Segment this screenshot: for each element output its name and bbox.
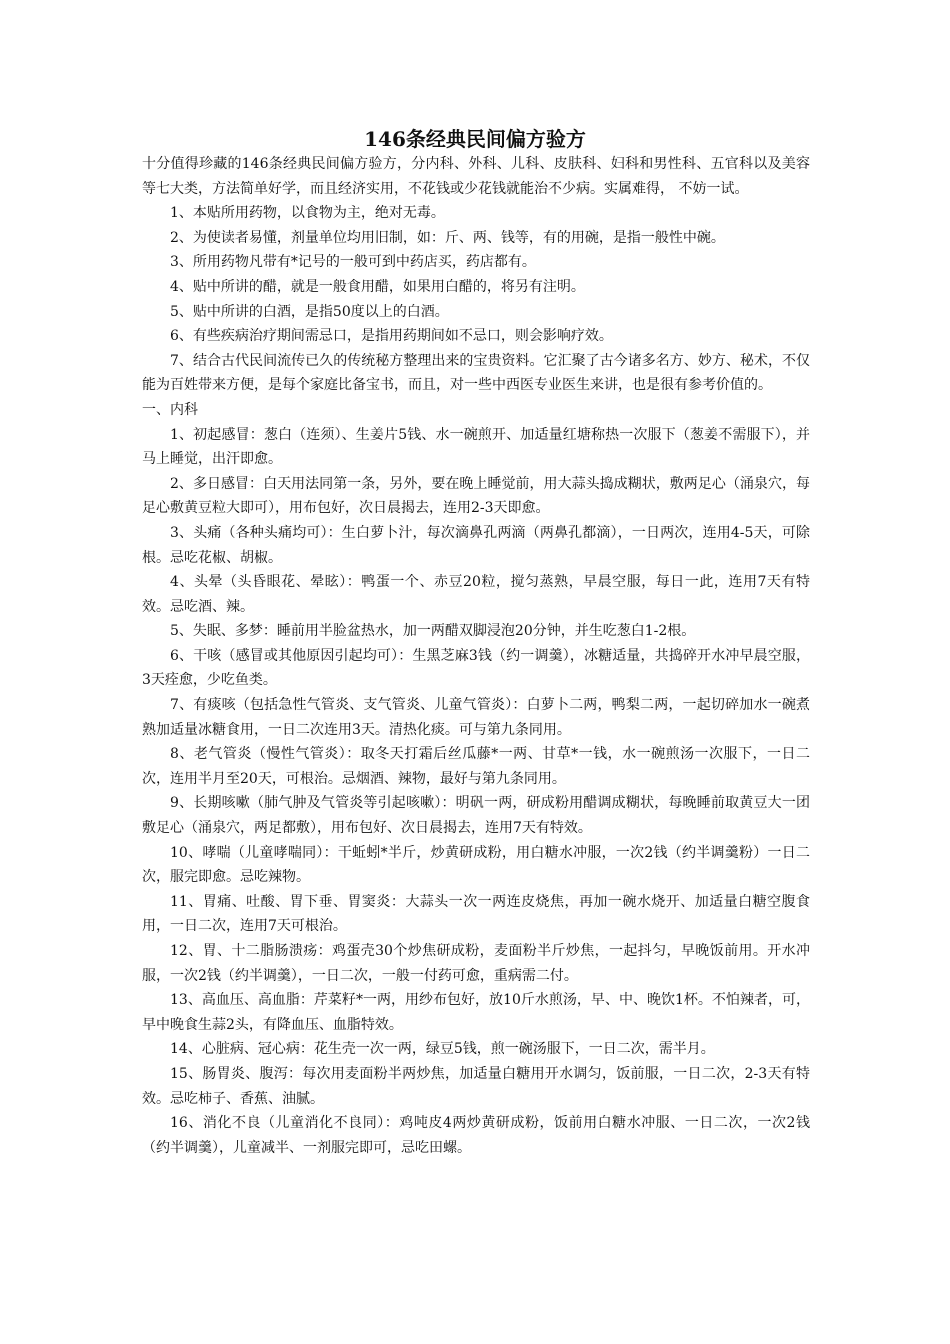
remedy-item: 15、肠胃炎、腹泻：每次用麦面粉半两炒焦，加适量白糖用开水调匀，饭前服，一日二次，2-3天有特效。忌吃柿子、香蕉、油腻。 — [142, 1065, 810, 1107]
remedy-item: 3、头痛（各种头痛均可）：生白萝卜汁，每次滴鼻孔两滴（两鼻孔都滴），一日两次，连用4-5天，可除根。忌吃花椒、胡椒。 — [142, 524, 810, 566]
remedy-item: 4、头晕（头昏眼花、晕眩）：鸭蛋一个、赤豆20粒，搅匀蒸熟，早晨空服，每日一此，连用7天有特效。忌吃酒、辣。 — [142, 574, 810, 615]
document-body — [142, 152, 810, 1160]
remedy-item: 14、心脏病、冠心病：花生壳一次一两，绿豆5钱，煎一碗汤服下，一日二次，需半月。 — [170, 1041, 715, 1058]
intro-paragraph: 十分值得珍藏的146条经典民间偏方验方，分内科、外科、儿科、皮肤科、妇科和男性科、五官科以及美容等七大类，方法简单好学，而且经济实用，不花钱或少花钱就能治不少病。实属难得， 不妨一试。 — [142, 156, 810, 197]
note-item: 3、所用药物凡带有*记号的一般可到中药店买，药店都有。 — [170, 254, 536, 271]
remedy-item: 10、哮喘（儿童哮喘同）：干蚯蚓*半斤，炒黄研成粉，用白糖水冲服，一次2钱（约半调羹粉）一日二次，服完即愈。忌吃辣物。 — [142, 844, 810, 886]
remedy-item: 8、老气管炎（慢性气管炎）：取冬天打霜后丝瓜藤*一两、甘草*一钱，水一碗煎汤一次服下，一日二次，连用半月至20天，可根治。忌烟酒、辣物，最好与第九条同用。 — [142, 746, 810, 787]
remedy-item: 5、失眠、多梦：睡前用半脸盆热水，加一两醋双脚浸泡20分钟，并生吃葱白1-2根。 — [170, 623, 696, 640]
note-item: 2、为使读者易懂，剂量单位均用旧制，如：斤、两、钱等，有的用碗，是指一般性中碗。 — [170, 229, 725, 246]
remedy-item: 9、长期咳嗽（肺气肿及气管炎等引起咳嗽）：明矾一两，研成粉用醋调成糊状，每晚睡前取黄豆大一团敷足心（涌泉穴，两足都敷），用布包好、次日晨揭去，连用7天有特效。 — [142, 795, 810, 837]
note-item: 1、本贴所用药物，以食物为主，绝对无毒。 — [170, 205, 445, 222]
remedy-item: 13、高血压、高血脂：芹菜籽*一两，用纱布包好，放10斤水煎汤，早、中、晚饮1杯。不怕辣者，可，早中晚食生蒜2头，有降血压、血脂特效。 — [142, 992, 810, 1033]
remedy-item: 12、胃、十二脂肠溃疡：鸡蛋壳30个炒焦研成粉，麦面粉半斤炒焦，一起抖匀，早晚饭前用。开水冲服，一次2钱（约半调羹），一日二次，一般一付药可愈，重病需二付。 — [142, 943, 810, 984]
remedy-item: 1、初起感冒：葱白（连须）、生姜片5钱、水一碗煎开、加适量红塘称热一次服下（葱姜不需服下），并马上睡觉，出汗即愈。 — [142, 426, 810, 468]
document-title: 146条经典民间偏方验方 — [364, 127, 586, 151]
note-item: 5、贴中所讲的白酒，是指50度以上的白酒。 — [170, 303, 449, 320]
remedy-item: 16、消化不良（儿童消化不良同）：鸡吨皮4两炒黄研成粉，饭前用白糖水冲服、一日二次，一次2钱（约半调羹），儿童减半、一剂服完即可，忌吃田螺。 — [142, 1115, 810, 1156]
remedy-item: 7、有痰咳（包括急性气管炎、支气管炎、儿童气管炎）：白萝卜二两，鸭梨二两，一起切碎加水一碗煮熟加适量冰糖食用，一日二次连用3天。清热化痰。可与第九条同用。 — [142, 697, 810, 738]
remedy-item: 11、胃痛、吐酸、胃下垂、胃窦炎：大蒜头一次一两连皮烧焦，再加一碗水烧开、加适量白糖空腹食用，一日二次，连用7天可根治。 — [142, 893, 810, 935]
remedy-item: 2、多日感冒：白天用法同第一条，另外，要在晚上睡觉前，用大蒜头捣成糊状，敷两足心（涌泉穴，每足心敷黄豆粒大即可），用布包好，次日晨揭去，连用2-3天即愈。 — [142, 475, 810, 517]
note-item: 4、贴中所讲的醋，就是一般食用醋，如果用白醋的，将另有注明。 — [170, 278, 585, 295]
note-item: 7、结合古代民间流传已久的传统秘方整理出来的宝贵资料。它汇聚了古今诸多名方、妙方、秘术，不仅能为百姓带来方便，是每个家庭比备宝书，而且，对一些中西医专业医生来讲，也是很有参考价值的。 — [142, 352, 810, 394]
remedy-item: 6、干咳（感冒或其他原因引起均可）：生黑芝麻3钱（约一调羹），冰糖适量，共捣碎开水冲早晨空服，3天痊愈，少吃鱼类。 — [142, 647, 810, 689]
remedy-list — [142, 423, 810, 1161]
section-heading: 一、内科 — [142, 401, 198, 418]
notes-list — [142, 201, 810, 398]
note-item: 6、有些疾病治疗期间需忌口，是指用药期间如不忌口，则会影响疗效。 — [170, 328, 613, 345]
